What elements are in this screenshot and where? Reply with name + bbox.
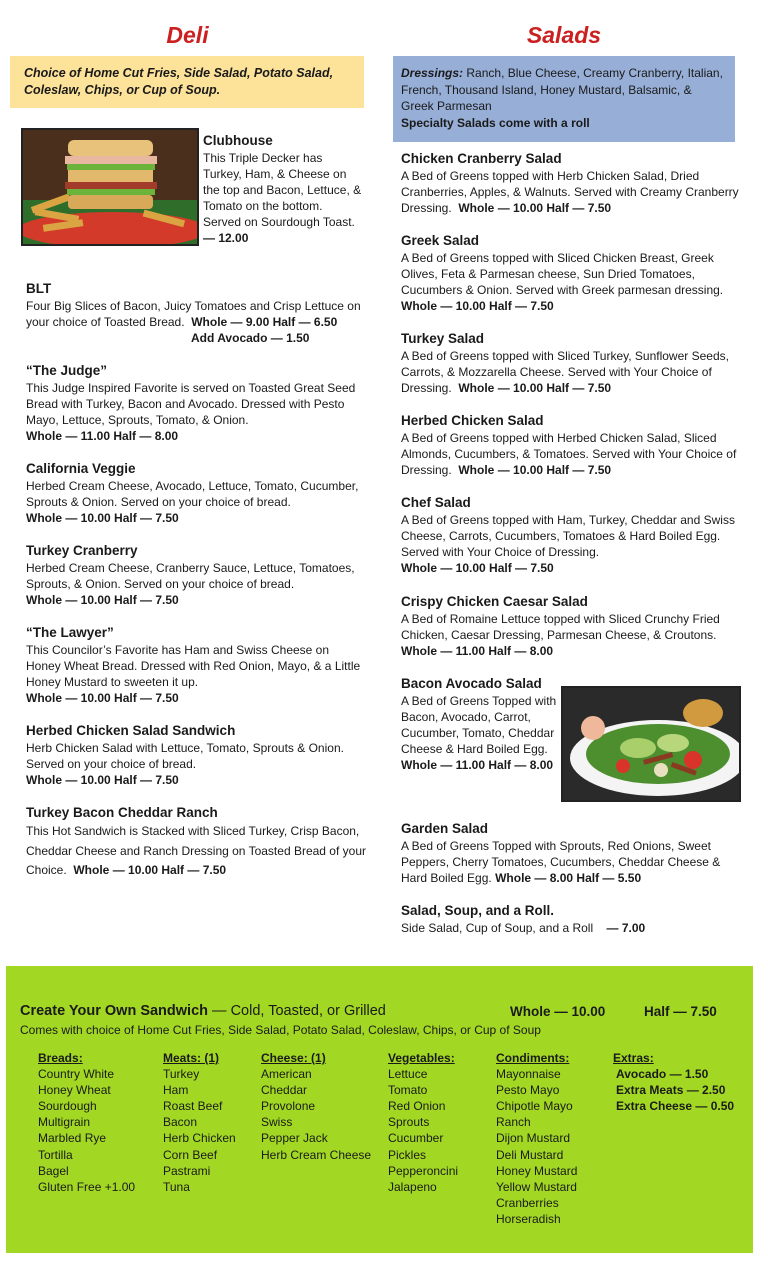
dressings-box [393,56,735,142]
column-heading: Extras: [613,1051,654,1065]
list-item: Gluten Free +1.00 [38,1179,136,1194]
menu-item [401,674,561,773]
item-price: Whole — 9.00 Half — 6.50 [191,315,338,329]
item-price: Whole — 10.00 Half — 7.50 [26,511,179,525]
item-description: Herbed Cream Cheese, Cranberry Sauce, Lettuce, Tomatoes, Sprouts, & Onion. Served on your choice of bread. [26,561,355,591]
list-item: Provolone [261,1099,316,1114]
salads-title: Salads [526,22,602,48]
item-description: A Bed of Greens topped with Sliced Chicken Breast, Greek Olives, Feta & Parmesan cheese, Sun Dried Tomatoes, Cucumbers & Onion. Served with Greek parmesan dressing. [401,251,724,297]
item-name: Turkey Salad [401,331,485,346]
item-name: “The Lawyer” [26,625,114,640]
list-item: Bagel [38,1163,69,1178]
item-name: California Veggie [26,461,136,476]
item-description: A Bed of Greens Topped with Bacon, Avocado, Carrot, Cucumber, Tomato, Cheddar Cheese & Hard Boiled Egg. [401,694,557,756]
menu-item [26,623,366,706]
item-price: Whole — 10.00 Half — 7.50 [458,381,612,395]
menu-item [401,231,741,314]
list-item: Roast Beef [163,1099,223,1114]
item-name: Chef Salad [401,495,471,510]
item-price: Whole — 11.00 Half — 8.00 [26,429,179,443]
deli-sides-note: Choice of Home Cut Fries, Side Salad, Potato Salad, Coleslaw, Chips, or Cup of Soup. [10,56,364,108]
list-item: Red Onion [388,1099,446,1114]
item-name: BLT [26,281,52,296]
cyo-subtitle: — Cold, Toasted, or Grilled [212,1003,386,1019]
list-item: Mayonnaise [496,1067,561,1082]
vegetables-column [388,1050,458,1195]
clubhouse-photo [21,128,199,246]
list-item: Bacon [163,1115,198,1130]
item-price: Whole — 10.00 Half — 7.50 [26,593,179,607]
item-name: Greek Salad [401,233,480,248]
item-description: A Bed of Greens topped with Herb Chicken Salad, Dried Cranberries, Apples, & Walnuts. Served with Creamy Cranberry Dressing. [401,169,739,215]
breads-column [38,1050,135,1195]
item-description: Herb Chicken Salad with Lettuce, Tomato, Sprouts & Onion. Served on your choice of bread. [26,741,344,771]
menu-item [401,149,741,216]
item-price: — 7.00 [606,921,646,935]
item-price: Whole — 10.00 Half — 7.50 [73,863,227,877]
list-item: Cucumber [388,1131,444,1146]
list-item: Extra Cheese — 0.50 [616,1099,735,1114]
list-item: Swiss [261,1115,293,1130]
dressings-label: Dressings: [401,66,464,80]
list-item: American [261,1067,312,1082]
item-price: Whole — 11.00 Half — 8.00 [401,758,554,772]
item-price: Whole — 10.00 Half — 7.50 [401,299,554,313]
menu-item [401,329,741,396]
column-heading: Condiments: [496,1051,570,1065]
cyo-half-price: Half — 7.50 [644,1004,717,1019]
item-description: A Bed of Greens Topped with Sprouts, Red Onions, Sweet Peppers, Cherry Tomatoes, Cucumbers, Cheddar Cheese & Hard Boiled Egg. [401,839,721,885]
list-item: Yellow Mustard [496,1179,577,1194]
extras-column [613,1050,734,1114]
list-item: Avocado — 1.50 [616,1067,709,1082]
item-price: Whole — 10.00 Half — 7.50 [458,201,612,215]
item-description: This Judge Inspired Favorite is served on Toasted Great Seed Bread with Turkey, Bacon and Avocado. Dressed with Pesto Mayo, Lettuce, Sprouts, Tomato, & Onion. [26,381,356,427]
item-name: Salad, Soup, and a Roll. [401,903,555,918]
item-price: — 12.00 [203,231,249,245]
list-item: Pickles [388,1147,427,1162]
item-name: Chicken Cranberry Salad [401,151,562,166]
cyo-sides-note: Comes with choice of Home Cut Fries, Side Salad, Potato Salad, Coleslaw, Chips, or Cup of Soup [20,1023,541,1037]
menu-item [401,411,741,478]
list-item: Turkey [163,1067,200,1082]
list-item: Tortilla [38,1147,73,1162]
list-item: Herb Cream Cheese [261,1147,372,1162]
menu-item [401,592,741,659]
item-price: Whole — 8.00 Half — 5.50 [495,871,642,885]
item-name: Clubhouse [203,133,273,148]
cyo-title: Create Your Own Sandwich [20,1003,209,1019]
cyo-whole-price: Whole — 10.00 [510,1004,606,1019]
menu-item [401,493,741,576]
list-item: Corn Beef [163,1147,218,1162]
list-item: Sprouts [388,1115,430,1130]
item-name: Garden Salad [401,821,489,836]
item-extra: Add Avocado — 1.50 [191,331,310,345]
item-description: Four Big Slices of Bacon, Juicy Tomatoes and Crisp Lettuce on your choice of Toasted Bread. [26,299,361,329]
list-item: Horseradish [496,1211,561,1226]
item-name: Bacon Avocado Salad [401,676,542,691]
item-name: Herbed Chicken Salad [401,413,544,428]
list-item: Pepper Jack [261,1131,328,1146]
condiments-column [496,1050,577,1227]
item-description: A Bed of Greens topped with Sliced Turkey, Sunflower Seeds, Carrots, & Mozzarella Cheese. Served with Your Choice of Dressing. [401,349,729,395]
item-description: This Councilor’s Favorite has Ham and Swiss Cheese on Honey Wheat Bread. Dressed with Red Onion, Mayo, & a Little Honey Mustard to sweeten it up. [26,643,361,689]
item-price: Whole — 10.00 Half — 7.50 [26,691,179,705]
menu-item [203,131,363,246]
list-item: Tomato [388,1083,428,1098]
menu-item [26,803,366,881]
meats-column [163,1050,236,1195]
menu-item [401,901,741,936]
menu-item [26,459,366,526]
list-item: Cheddar [261,1083,308,1098]
column-heading: Breads: [38,1051,83,1065]
menu-item [26,361,366,444]
list-item: Ranch [496,1115,531,1130]
item-name: Turkey Bacon Cheddar Ranch [26,805,218,820]
item-description: This Triple Decker has Turkey, Ham, & Cheese on the top and Bacon, Lettuce, & Tomato on the bottom. Served on Sourdough Toast. [203,151,362,229]
menu-item [401,819,741,886]
dressings-list: Ranch, Blue Cheese, Creamy Cranberry, Italian, French, Thousand Island, Honey Mustard, Balsamic, & Greek Parmesan [401,66,723,113]
list-item: Honey Mustard [496,1163,578,1178]
item-description: This Hot Sandwich is Stacked with Sliced Turkey, Crisp Bacon, Cheddar Cheese and Ranch Dressing on Toasted Bread of your Choice. [26,824,366,877]
bacon-avocado-salad-photo [561,686,741,802]
list-item: Multigrain [38,1115,91,1130]
item-description: Side Salad, Cup of Soup, and a Roll [401,921,594,935]
list-item: Country White [38,1067,115,1082]
list-item: Herb Chicken [163,1131,236,1146]
item-name: Turkey Cranberry [26,543,138,558]
item-price: Whole — 10.00 Half — 7.50 [401,561,554,575]
item-price: Whole — 11.00 Half — 8.00 [401,644,554,658]
column-heading: Meats: (1) [163,1051,220,1065]
list-item: Extra Meats — 2.50 [616,1083,726,1098]
item-name: “The Judge” [26,363,108,378]
list-item: Marbled Rye [38,1131,107,1146]
column-heading: Vegetables: [388,1051,455,1065]
item-description: A Bed of Greens topped with Ham, Turkey, Cheddar and Swiss Cheese, Carrots, Cucumbers, Tomatoes & Hard Boiled Egg. Served with Your Choice of Dressing. [401,513,735,559]
item-description: A Bed of Romaine Lettuce topped with Sliced Crunchy Fried Chicken, Caesar Dressing, Parmesan Cheese, & Croutons. [401,612,720,642]
list-item: Pesto Mayo [496,1083,560,1098]
item-description: A Bed of Greens topped with Herbed Chicken Salad, Sliced Almonds, Cucumbers, & Tomatoes. Served with Your Choice of Dressing. [401,431,737,477]
list-item: Pastrami [163,1163,211,1178]
list-item: Sourdough [38,1099,97,1114]
item-description: Herbed Cream Cheese, Avocado, Lettuce, Tomato, Cucumber, Sprouts & Onion. Served on your choice of bread. [26,479,359,509]
menu-item [26,279,366,346]
item-name: Crispy Chicken Caesar Salad [401,594,588,609]
list-item: Dijon Mustard [496,1131,571,1146]
list-item: Pepperoncini [388,1163,459,1178]
item-name: Herbed Chicken Salad Sandwich [26,723,236,738]
list-item: Ham [163,1083,189,1098]
item-price: Whole — 10.00 Half — 7.50 [458,463,612,477]
list-item: Cranberries [496,1195,559,1210]
deli-title: Deli [166,22,209,48]
cheese-column [261,1050,371,1163]
cyo-heading [20,1003,386,1019]
list-item: Deli Mustard [496,1147,564,1162]
item-price: Whole — 10.00 Half — 7.50 [26,773,179,787]
menu-item [26,541,366,608]
list-item: Lettuce [388,1067,428,1082]
list-item: Tuna [163,1179,190,1194]
list-item: Jalapeno [388,1179,437,1194]
list-item: Chipotle Mayo [496,1099,573,1114]
roll-note: Specialty Salads come with a roll [401,115,590,130]
menu-item [26,721,366,788]
list-item: Honey Wheat [38,1083,111,1098]
column-heading: Cheese: (1) [261,1051,326,1065]
